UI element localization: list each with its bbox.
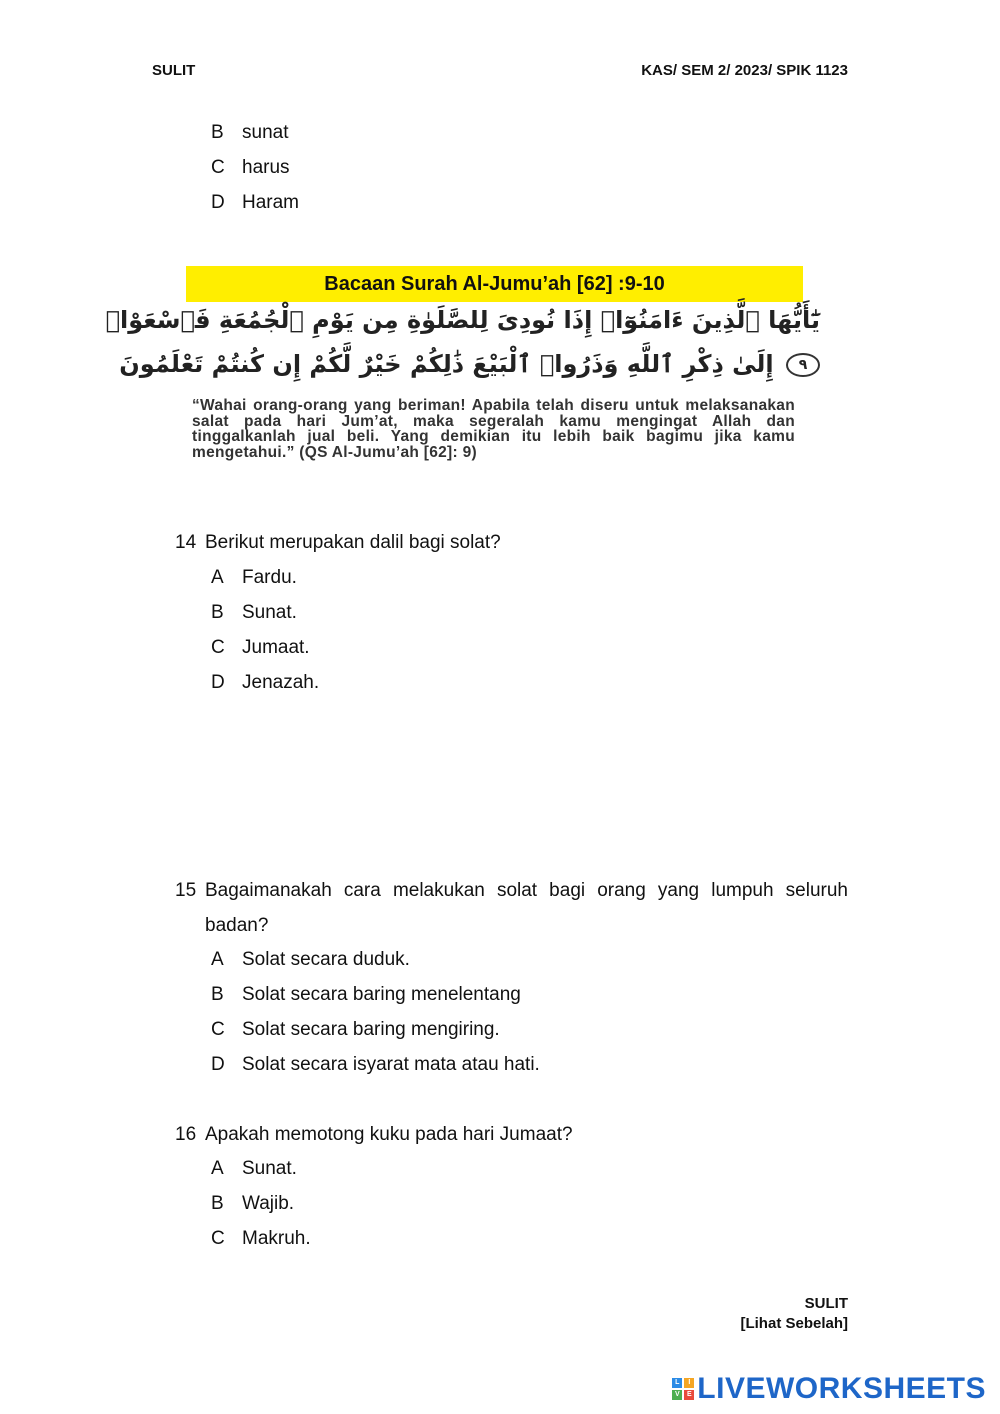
arabic-verse-line-2 (119, 350, 820, 378)
q16-option-b[interactable] (211, 1192, 294, 1216)
option-text: Jumaat. (242, 637, 310, 658)
option-text: sunat (242, 122, 289, 143)
liveworksheets-logo-icon (672, 1378, 694, 1400)
logo-tile-v: V (672, 1390, 682, 1400)
question-number: 15 (175, 880, 197, 901)
q15-option-b[interactable] (211, 983, 521, 1007)
header-left-label: SULIT (152, 62, 196, 79)
q13-option-c[interactable] (211, 156, 290, 180)
q14-question (175, 531, 501, 555)
footer-sulit: SULIT (804, 1295, 848, 1312)
q15-option-d[interactable] (211, 1053, 540, 1077)
option-text: Solat secara isyarat mata atau hati. (242, 1054, 540, 1075)
arabic-verse-line-1: يَٰٓأَيُّهَا ٱلَّذِينَ ءَامَنُوٓا۟ إِذَا نُودِىَ لِلصَّلَوٰةِ مِن يَوْمِ ٱلْجُمُعَةِ فَٱسْعَوْا۟ (105, 306, 820, 334)
q15-option-c[interactable] (211, 1018, 500, 1042)
option-text: Makruh. (242, 1228, 311, 1249)
q15-question (175, 873, 848, 943)
question-number: 16 (175, 1124, 197, 1145)
footer (740, 1294, 848, 1334)
option-letter: C (211, 637, 225, 658)
option-letter: D (211, 192, 225, 213)
q16-option-a[interactable] (211, 1157, 297, 1181)
option-letter: C (211, 1019, 225, 1040)
option-text: Solat secara baring menelentang (242, 984, 521, 1005)
arabic-verse-line-2-text: إِلَىٰ ذِكْرِ ٱللَّهِ وَذَرُوا۟ ٱلْبَيْعَ ذَٰلِكُمْ خَيْرٌ لَّكُمْ إِن كُنتُمْ تَعْلَمُونَ (119, 350, 774, 378)
option-text: Fardu. (242, 567, 297, 588)
option-text: Haram (242, 192, 300, 213)
q15-option-a[interactable] (211, 948, 410, 972)
option-letter: A (211, 949, 224, 970)
liveworksheets-wordmark: LIVEWORKSHEETS (697, 1372, 986, 1405)
option-letter: D (211, 672, 225, 693)
option-text: Wajib. (242, 1193, 295, 1214)
question-text: Apakah memotong kuku pada hari Jumaat? (205, 1124, 573, 1145)
option-text: Solat secara duduk. (242, 949, 410, 970)
liveworksheets-watermark (672, 1372, 986, 1406)
option-text: Solat secara baring mengiring. (242, 1019, 500, 1040)
q13-option-b[interactable] (211, 121, 288, 145)
q14-option-a[interactable] (211, 566, 297, 590)
option-letter: B (211, 602, 224, 623)
logo-tile-i: I (684, 1378, 694, 1388)
option-letter: A (211, 567, 224, 588)
q14-option-d[interactable] (211, 671, 319, 695)
footer-next-page: [Lihat Sebelah] (740, 1315, 848, 1332)
header-right-code: KAS/ SEM 2/ 2023/ SPIK 1123 (641, 62, 848, 79)
option-letter: D (211, 1054, 225, 1075)
question-number: 14 (175, 532, 197, 553)
option-text: harus (242, 157, 290, 178)
ayah-number-marker: ٩ (786, 353, 820, 377)
logo-tile-e: E (684, 1390, 694, 1400)
option-letter: B (211, 122, 224, 143)
q16-option-c[interactable] (211, 1227, 311, 1251)
option-letter: C (211, 1228, 225, 1249)
q14-option-c[interactable] (211, 636, 310, 660)
logo-tile-l: L (672, 1378, 682, 1388)
option-letter: C (211, 157, 225, 178)
verse-translation: “Wahai orang-orang yang beriman! Apabila telah diseru untuk melaksanakan salat pada hari Jum’at, maka segeralah kamu mengingat Allah dan tinggalkanlah jual beli. Yang demikian itu lebih baik bagimu jika kamu mengetahui.” (QS Al-Jumu’ah [62]: 9) (192, 397, 795, 461)
option-letter: B (211, 984, 224, 1005)
option-text: Sunat. (242, 1158, 297, 1179)
passage-title: Bacaan Surah Al-Jumu’ah [62] :9-10 (186, 266, 803, 302)
q13-option-d[interactable] (211, 191, 299, 215)
q16-question (175, 1123, 573, 1147)
option-text: Jenazah. (242, 672, 320, 693)
q14-option-b[interactable] (211, 601, 297, 625)
option-letter: A (211, 1158, 224, 1179)
option-letter: B (211, 1193, 224, 1214)
question-text: Bagaimanakah cara melakukan solat bagi orang yang lumpuh seluruh badan? (205, 880, 848, 936)
question-text: Berikut merupakan dalil bagi solat? (205, 532, 501, 553)
option-text: Sunat. (242, 602, 297, 623)
